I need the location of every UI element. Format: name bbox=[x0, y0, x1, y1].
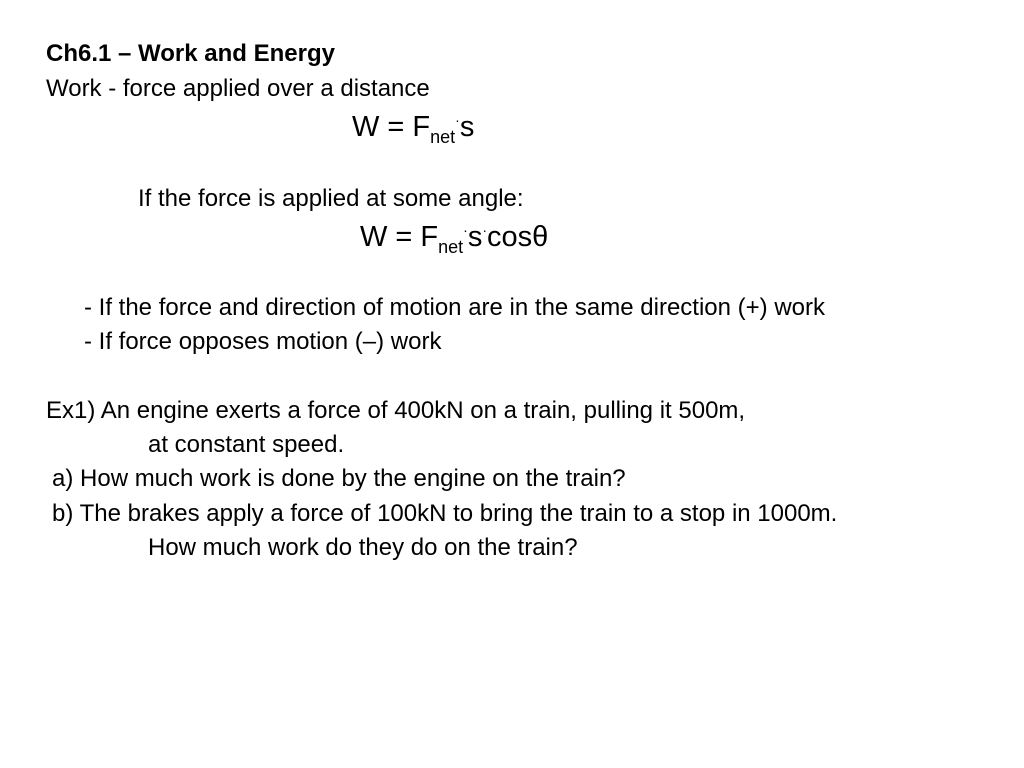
example-line-1: Ex1) An engine exerts a force of 400kN on a train, pulling it 500m, bbox=[46, 397, 746, 424]
formula-dot: · bbox=[455, 112, 460, 128]
angle-formula-lhs: W = F bbox=[360, 221, 439, 253]
angle-formula-s: s bbox=[467, 221, 483, 253]
work-formula bbox=[352, 110, 474, 148]
angle-intro: If the force is applied at some angle: bbox=[138, 185, 524, 212]
example-part-a: a) How much work is done by the engine on the train? bbox=[52, 465, 626, 492]
example-part-b: b) The brakes apply a force of 100kN to bring the train to a stop in 1000m. bbox=[52, 500, 838, 527]
angle-formula-dot-2: · bbox=[482, 222, 488, 238]
formula-rhs: s bbox=[459, 111, 475, 143]
formula-lhs: W = F bbox=[352, 111, 431, 143]
bullet-negative-work: - If force opposes motion (–) work bbox=[84, 328, 442, 355]
bullet-positive-work: - If the force and direction of motion are in the same direction (+) work bbox=[84, 294, 826, 321]
angle-formula-dot: · bbox=[463, 222, 468, 238]
angle-formula-cos: cosθ bbox=[487, 221, 549, 253]
example-part-b-question: How much work do they do on the train? bbox=[148, 534, 578, 561]
example-line-2: at constant speed. bbox=[148, 431, 345, 458]
work-definition: Work - force applied over a distance bbox=[46, 75, 430, 102]
formula-subscript: net bbox=[430, 127, 456, 147]
angle-formula-subscript: net bbox=[438, 237, 464, 257]
angle-formula bbox=[360, 220, 548, 258]
slide-title: Ch6.1 – Work and Energy bbox=[46, 40, 335, 67]
